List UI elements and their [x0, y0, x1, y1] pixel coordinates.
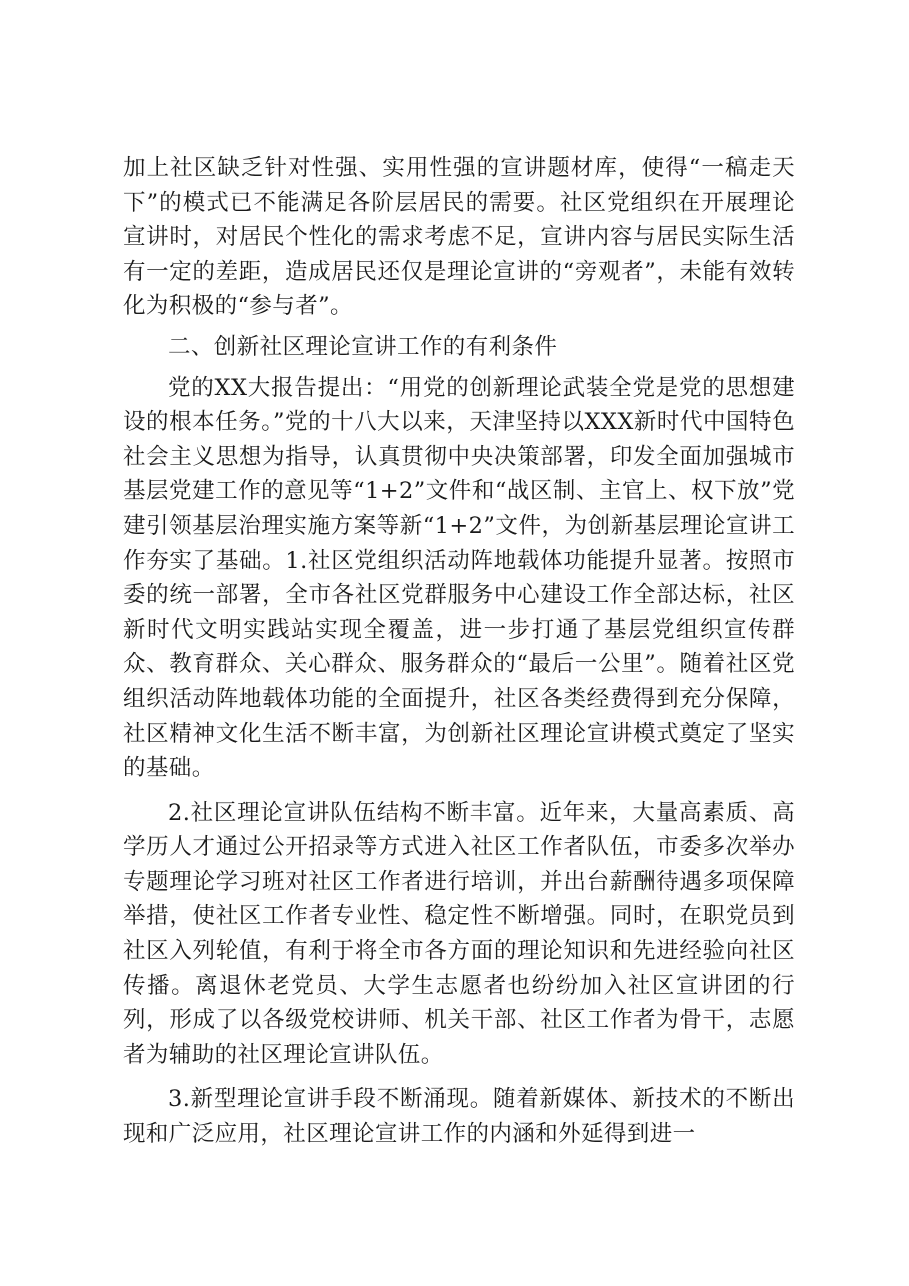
paragraph-continuation: 加上社区缺乏针对性强、实用性强的宣讲题材库，使得“一稿走天下”的模式已不能满足各阶层居民的需要。社区党组织在开展理论宣讲时，对居民个性化的需求考虑不足，宣讲内容与居民实际生活有一定的差距，造成居民还仅是理论宣讲的“旁观者”，未能有效转化为积极的“参与者”。	[123, 155, 795, 320]
document-body	[123, 151, 795, 1152]
paragraph-team-structure: 2.社区理论宣讲队伍结构不断丰富。近年来，大量高素质、高学历人才通过公开招录等方式进入社区工作者队伍，市委多次举办专题理论学习班对社区工作者进行培训，并出台薪酬待遇多项保障举措，使社区工作者专业性、稳定性不断增强。同时，在职党员到社区入列轮值，有利于将全市各方面的理论知识和先进经验向社区传播。离退休老党员、大学生志愿者也纷纷加入社区宣讲团的行列，形成了以各级党校讲师、机关干部、社区工作者为骨干，志愿者为辅助的社区理论宣讲队伍。	[123, 799, 795, 1068]
section-heading: 二、创新社区理论宣讲工作的有利条件	[168, 333, 558, 360]
paragraph-favorable-conditions: 党的XX大报告提出：“用党的创新理论武装全党是党的思想建设的根本任务。”党的十八大以来，天津坚持以XXX新时代中国特色社会主义思想为指导，认真贯彻中央决策部署，印发全面加强城市基层党建工作的意见等“1+2”文件和“战区制、主官上、权下放”党建引领基层治理实施方案等新“1+2”文件，为创新基层理论宣讲工作夯实了基础。1.社区党组织活动阵地载体功能提升显著。按照市委的统一部署，全市各社区党群服务中心建设工作全部达标，社区新时代文明实践站实现全覆盖，进一步打通了基层党组织宣传群众、教育群众、关心群众、服务群众的“最后一公里”。随着社区党组织活动阵地载体功能的全面提升，社区各类经费得到充分保障，社区精神文化生活不断丰富，为创新社区理论宣讲模式奠定了坚实的基础。	[123, 374, 795, 782]
paragraph-new-methods: 3.新型理论宣讲手段不断涌现。随着新媒体、新技术的不断出现和广泛应用，社区理论宣讲工作的内涵和外延得到进一	[123, 1086, 795, 1148]
